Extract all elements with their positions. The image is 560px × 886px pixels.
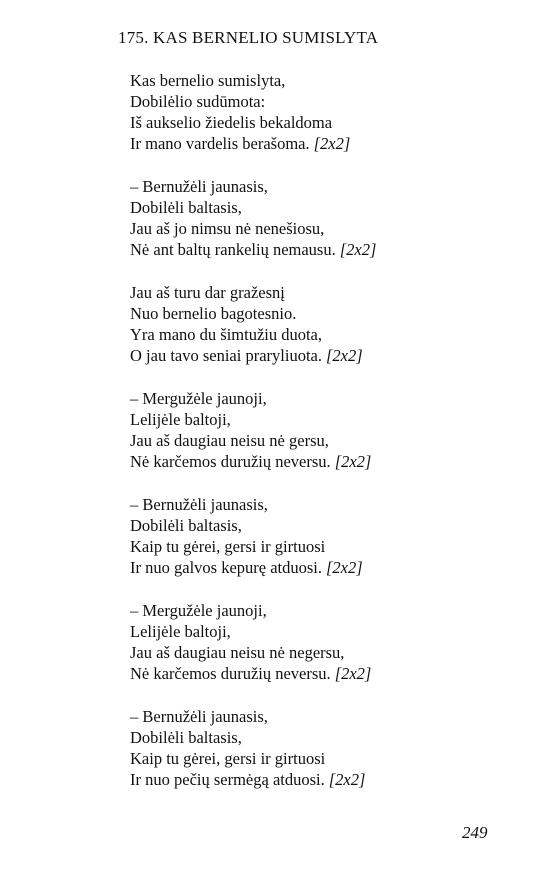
line-text: Kaip tu gėrei, gersi ir girtuosi [130, 537, 326, 556]
line-text: Ir mano vardelis berašoma. [130, 134, 310, 153]
repeat-mark: [2x2] [313, 134, 351, 153]
poem-line [130, 451, 530, 472]
stanza [130, 388, 530, 472]
line-text: – Bernužėli jaunasis, [130, 707, 268, 726]
line-text: Nė ant baltų rankelių nemausu. [130, 240, 336, 259]
line-text: Lelijėle baltoji, [130, 622, 231, 641]
poem-line [130, 769, 530, 790]
poem-line [130, 727, 530, 748]
line-text: Nė karčemos duružių neversu. [130, 664, 331, 683]
poem-line [130, 324, 530, 345]
line-text: Kas bernelio sumislyta, [130, 71, 286, 90]
poem-line [130, 642, 530, 663]
stanza [130, 600, 530, 684]
line-text: Nė karčemos duružių neversu. [130, 452, 331, 471]
poem-line [130, 303, 530, 324]
repeat-mark: [2x2] [328, 770, 366, 789]
line-text: Dobilėlio sudūmota: [130, 92, 266, 111]
line-text: – Bernužėli jaunasis, [130, 495, 268, 514]
line-text: Lelijėle baltoji, [130, 410, 231, 429]
line-text: – Bernužėli jaunasis, [130, 177, 268, 196]
line-text: O jau tavo seniai praryliuota. [130, 346, 322, 365]
line-text: Dobilėli baltasis, [130, 516, 242, 535]
repeat-mark: [2x2] [325, 346, 363, 365]
poem-line [130, 282, 530, 303]
poem-line [130, 748, 530, 769]
poem-line [130, 112, 530, 133]
line-text: Yra mano du šimtužiu duota, [130, 325, 323, 344]
line-text: Jau aš turu dar gražesnį [130, 283, 285, 302]
poem-line [130, 515, 530, 536]
line-text: Kaip tu gėrei, gersi ir girtuosi [130, 749, 326, 768]
line-text: Jau aš daugiau neisu nė negersu, [130, 643, 345, 662]
poem-line [130, 345, 530, 366]
repeat-mark: [2x2] [334, 664, 372, 683]
poem-line [130, 70, 530, 91]
line-text: Jau aš jo nimsu nė nenešiosu, [130, 219, 325, 238]
poem-line [130, 388, 530, 409]
poem-line [130, 176, 530, 197]
stanza [130, 494, 530, 578]
line-text: Ir nuo galvos kepurę atduosi. [130, 558, 322, 577]
poem-line [130, 91, 530, 112]
poem-line [130, 494, 530, 515]
stanza [130, 176, 530, 260]
repeat-mark: [2x2] [326, 558, 363, 577]
poem-line [130, 409, 530, 430]
page-number: 249 [462, 823, 488, 842]
line-text: Ir nuo pečių sermėgą atduosi. [130, 770, 325, 789]
repeat-mark: [2x2] [334, 452, 372, 471]
poem-line [130, 557, 530, 578]
poem-line [130, 663, 530, 684]
poem-line [130, 197, 530, 218]
stanza [130, 70, 530, 154]
poem-line [130, 239, 530, 260]
song-title: 175. KAS BERNELIO SUMISLYTA [118, 28, 379, 47]
poem-line [130, 133, 530, 154]
line-text: Dobilėli baltasis, [130, 198, 242, 217]
line-text: Nuo bernelio bagotesnio. [130, 304, 297, 323]
line-text: – Mergužėle jaunoji, [130, 601, 267, 620]
line-text: Dobilėli baltasis, [130, 728, 242, 747]
poem-line [130, 600, 530, 621]
poem-line [130, 536, 530, 557]
poem-line [130, 621, 530, 642]
poem-body [130, 70, 530, 812]
poem-line [130, 706, 530, 727]
line-text: – Mergužėle jaunoji, [130, 389, 267, 408]
stanza [130, 706, 530, 790]
stanza [130, 282, 530, 366]
line-text: Jau aš daugiau neisu nė gersu, [130, 431, 329, 450]
poem-line [130, 430, 530, 451]
line-text: Iš aukselio žiedelis bekaldoma [130, 113, 333, 132]
repeat-mark: [2x2] [339, 240, 377, 259]
poem-line [130, 218, 530, 239]
